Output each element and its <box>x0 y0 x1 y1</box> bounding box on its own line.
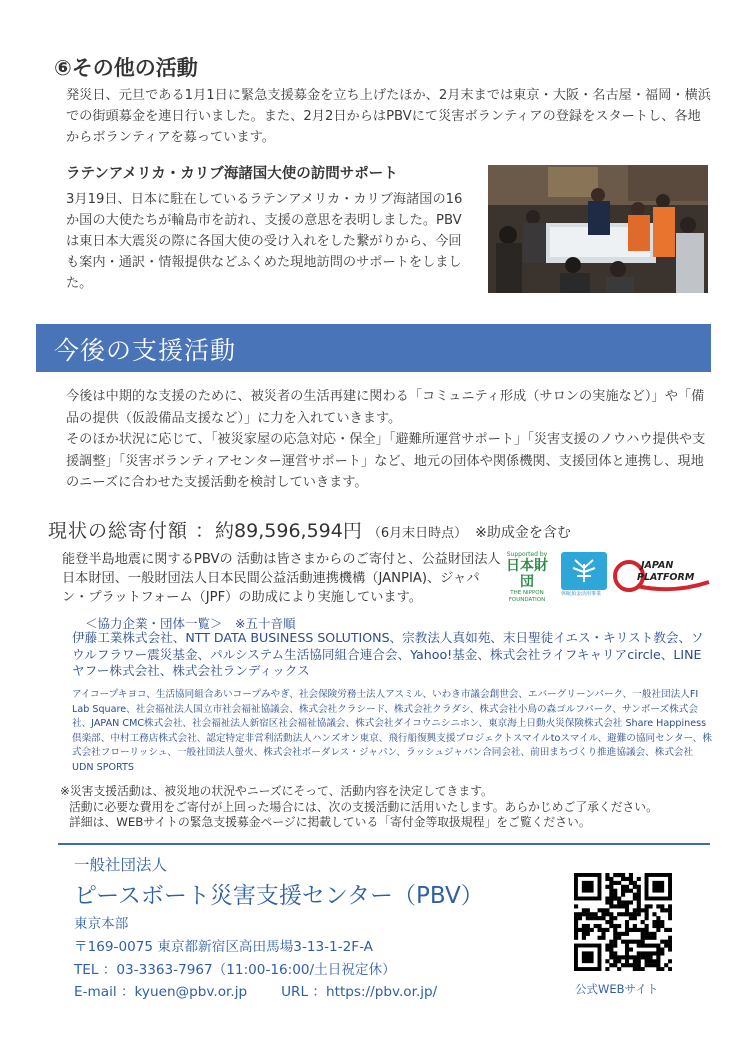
org-contact <box>74 980 437 1000</box>
footnote-line-2: 活動に必要な費用をご寄付が上回った場合には、次の支援活動に活用いたします。あらかじめご了承ください。 <box>69 799 658 814</box>
footnote-line-1: ※災害支援活動は、被災地の状況やニーズにそって、活動内容を決定してきます。 <box>60 784 493 798</box>
section6-title: ⑥その他の活動 <box>54 56 198 80</box>
janpia-mark-icon <box>561 552 607 590</box>
future-body <box>66 386 714 494</box>
org-name: ピースボート災害支援センター（PBV） <box>74 883 484 909</box>
org-office: 東京本部 <box>74 916 129 932</box>
janpia-caption: 休眠預金活用事業 <box>561 591 602 597</box>
donation-amount: 約89,596,594円 <box>215 520 362 542</box>
nf-name-text: 日本財団 <box>506 558 548 590</box>
jpf-line2: PLATFORM <box>637 572 695 583</box>
future-para-1: 今後は中期的な支援のために、被災者の生活再建に関わる「コミュニティ形成（サロンの実施など）」や「備品の提供（仮設備品支援など）」に力を入れていきます。 <box>66 389 705 426</box>
ambassador-photo <box>488 165 708 293</box>
nf-en2-text: FOUNDATION <box>508 597 546 603</box>
nf-en1-text: THE NIPPON <box>510 590 544 596</box>
nf-supported-text: Supported by <box>506 551 548 558</box>
org-address: 〒169-0075 東京都新宿区高田馬場3-13-1-2F-A <box>74 939 373 955</box>
jpf-logo <box>613 558 713 598</box>
org-type: 一般社団法人 <box>74 856 168 874</box>
section6-body: 発災日、元旦である1月1日に緊急支援募金を立ち上げたほか、2月末までは東京・大阪・名古屋・福岡・横浜での街頭募金を連日行いました。また、2月2日からはPBVにて災害ボランティアの登録をスタートし、各地からボランティアを募っています。 <box>66 88 711 145</box>
jpf-line1: JAPAN <box>641 560 674 571</box>
ambassador-title: ラテンアメリカ・カリブ海諸国大使の訪問サポート <box>66 166 398 182</box>
donation-note: ※助成金を含む <box>475 525 571 541</box>
ambassador-body: 3月19日、日本に駐在しているラテンアメリカ・カリブ海諸国の16か国の大使たちが輪島市を訪れ、支援の意思を表明しました。PBVは東日本大震災の際に各国大使の受け入れをした繋がりから、今回も案内・通訳・情報提供などふくめた現地訪問のサポートをしました。 <box>66 192 463 291</box>
qr-code[interactable] <box>574 873 672 971</box>
footnote <box>60 784 720 831</box>
funding-text: 能登半島地震に関するPBVの 活動は皆さまからのご寄付と、公益財団法人日本財団、一般財団法人日本民間公益活動連携機構（JANPIA)、ジャパン・プラットフォーム（JPF）の助成により実施しています。 <box>62 552 501 605</box>
future-banner <box>36 324 711 372</box>
donation-date: （6月末日時点） <box>367 526 468 541</box>
future-para-2: そのほか状況に応じて、「被災家屋の応急対応・保全」「避難所運営サポート」「災害支援のノウハウ提供や支援調整」「災害ボランティアセンター運営サポート」など、地元の団体や関係機関、支援団体と連携し、現地のニーズに合わせた支援活動を検討していきます。 <box>66 432 706 490</box>
cooperation-major-list: 伊藤工業株式会社、NTT DATA BUSINESS SOLUTIONS、宗教法人真如苑、末日聖徒イエス・キリスト教会、ソウルフラワー震災基金、パルシステム生活協同組合連合会、Yahoo!基金、株式会社ライフキャリアcircle、LINEヤフー株式会社、株式会社ランディックス <box>72 630 704 678</box>
footnote-line-3: 詳細は、WEBサイトの緊急支援募金ページに掲載している「寄付金等取扱規程」をご覧ください。 <box>69 815 591 830</box>
footer-divider <box>58 843 710 845</box>
cooperation-heading: ＜協力企業・団体一覧＞ ※五十音順 <box>85 616 296 631</box>
janpia-logo <box>561 552 607 600</box>
org-email-link[interactable]: E-mail ：kyuen@pbv.or.jp <box>74 984 248 1000</box>
qr-code-icon <box>574 873 672 971</box>
donation-label: 現状の総寄付額 ： <box>48 520 216 542</box>
cooperation-minor-list: アイコープキヨコ、生活協同組合あいコープみやぎ、社会保険労務士法人アスミル、いわき市議会創世会、エバーグリーンパーク、一般社団法人FI Lab Square、社会福祉法人国立市社会福祉協議会、株式会社クラシード、株式会社クラダシ、株式会社小鳥の森ゴルフパーク、サンボーズ株式会社、JAPAN CMC株式会社、社会福祉法人新宿区社会福祉協議会、株式会社ダイコウニシニホン、東京海上日動火災保険株式会社 Share Happiness 倶楽部、中村工務店株式会社、認定特定非営利活動法人ハンズオン東京、飛行船復興支援プロジェクトスマイルtoスマイル、避難の協同センター、株式会社フローリッシュ、一般社団法人螢火、株式会社ボーダレス・ジャパン、ラッシュジャパン合同会社、前田まちづくり推進協議会、株式会社UDN SPORTS <box>72 689 712 773</box>
qr-caption: 公式WEBサイト <box>575 982 659 996</box>
donation-total <box>48 516 571 543</box>
nippon-foundation-logo <box>501 551 553 603</box>
org-tel: TEL ：03-3363-7967（11:00-16:00/土日祝定休） <box>74 962 396 978</box>
future-banner-title: 今後の支援活動 <box>54 336 237 365</box>
org-url-link[interactable]: URL ：https://pbv.or.jp/ <box>281 984 438 1000</box>
meeting-photo-illustration <box>488 165 708 293</box>
